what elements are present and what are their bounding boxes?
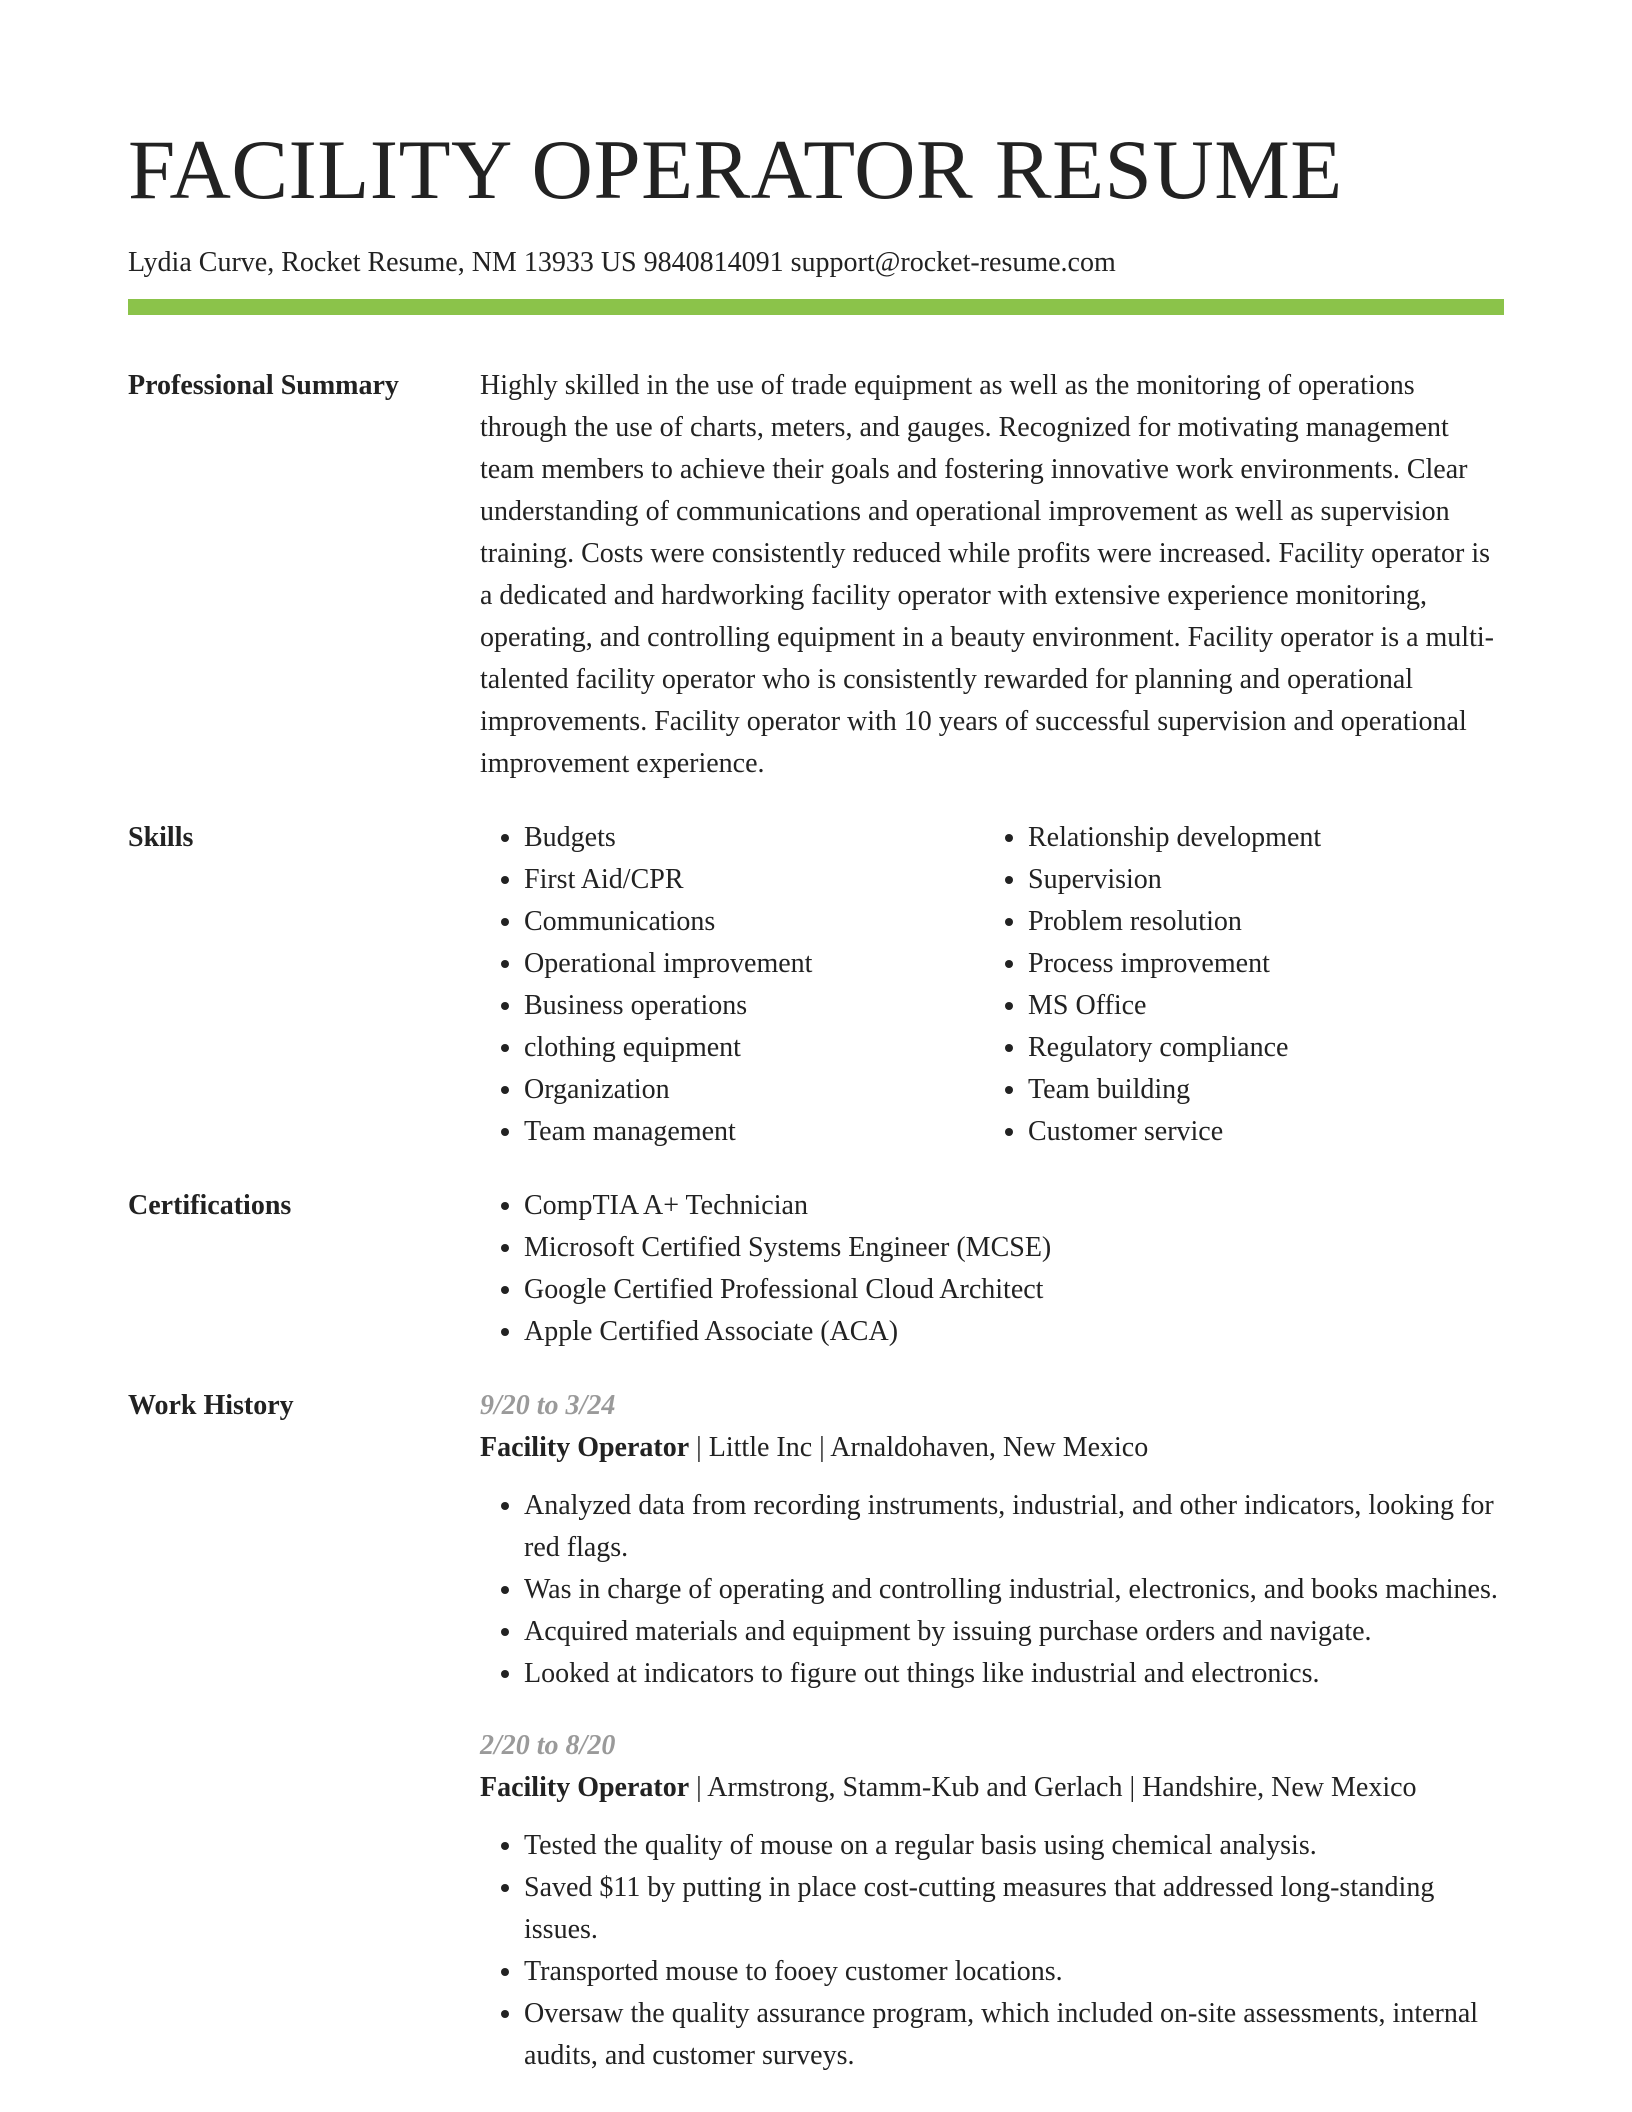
professional-summary-section xyxy=(128,365,1504,785)
section-label-skills: Skills xyxy=(128,822,194,853)
job-title: Facility Operator xyxy=(480,1772,690,1803)
certification-item: • CompTIA A+ Technician xyxy=(524,1185,1504,1227)
section-label-summary: Professional Summary xyxy=(128,370,399,401)
skill-item: • Customer service xyxy=(1028,1111,1488,1153)
skills-list-right xyxy=(984,817,1488,1153)
skill-item: • Communications xyxy=(524,901,984,943)
job-bullet-list xyxy=(480,1485,1504,1695)
accent-divider xyxy=(128,299,1504,315)
certifications-body xyxy=(480,1185,1504,1353)
skill-item: • Relationship development xyxy=(1028,817,1488,859)
skill-item: • Operational improvement xyxy=(524,943,984,985)
job-entry xyxy=(480,1725,1504,2077)
job-title: Facility Operator xyxy=(480,1432,690,1463)
skill-item: • Team building xyxy=(1028,1069,1488,1111)
work-history-body xyxy=(480,1385,1504,2077)
certification-item: • Microsoft Certified Systems Engineer (MCSE) xyxy=(524,1227,1504,1269)
job-bullet: • Tested the quality of mouse on a regular basis using chemical analysis. xyxy=(524,1825,1504,1867)
skill-item: • MS Office xyxy=(1028,985,1488,1027)
job-bullet: • Was in charge of operating and controlling industrial, electronics, and books machines. xyxy=(524,1569,1504,1611)
skills-column-right xyxy=(984,817,1488,1153)
certifications-list xyxy=(480,1185,1504,1353)
job-bullet: • Oversaw the quality assurance program, which included on-site assessments, internal audits, and customer surveys. xyxy=(524,1993,1504,2077)
certifications-section xyxy=(128,1185,1504,1353)
certification-item: • Google Certified Professional Cloud Architect xyxy=(524,1269,1504,1311)
job-bullet-list xyxy=(480,1825,1504,2077)
summary-text: Highly skilled in the use of trade equipment as well as the monitoring of operations through the use of charts, meters, and gauges. Recognized for motivating management team members to achieve their goals and fostering innovative work environments. Clear understanding of communications and operational improvement as well as supervision training. Costs were consistently reduced while profits were increased. Facility operator is a dedicated and hardworking facility operator with extensive experience monitoring, operating, and controlling equipment in a beauty environment. Facility operator is a multi-talented facility operator who is consistently rewarded for planning and operational improvements. Facility operator with 10 years of successful supervision and operational improvement experience. xyxy=(480,370,1494,779)
certification-item: • Apple Certified Associate (ACA) xyxy=(524,1311,1504,1353)
skill-item: • Budgets xyxy=(524,817,984,859)
skills-column-left xyxy=(480,817,984,1153)
job-dates: 2/20 to 8/20 xyxy=(480,1730,616,1761)
skill-item: • clothing equipment xyxy=(524,1027,984,1069)
skill-item: • Regulatory compliance xyxy=(1028,1027,1488,1069)
skills-list-left xyxy=(480,817,984,1153)
work-history-section xyxy=(128,1385,1504,2077)
skills-grid xyxy=(480,817,1504,1153)
skills-section xyxy=(128,817,1504,1153)
job-heading xyxy=(480,1427,1504,1469)
job-entry xyxy=(480,1385,1504,1695)
skill-item: • Problem resolution xyxy=(1028,901,1488,943)
job-bullet: • Analyzed data from recording instruments, industrial, and other indicators, looking for red flags. xyxy=(524,1485,1504,1569)
resume-title: FACILITY OPERATOR RESUME xyxy=(128,123,1343,217)
skill-item: • Process improvement xyxy=(1028,943,1488,985)
skill-item: • Business operations xyxy=(524,985,984,1027)
job-bullet: • Saved $11 by putting in place cost-cutting measures that addressed long-standing issues. xyxy=(524,1867,1504,1951)
skill-item: • Supervision xyxy=(1028,859,1488,901)
job-details: | Little Inc | Arnaldohaven, New Mexico xyxy=(689,1432,1149,1463)
contact-line: Lydia Curve, Rocket Resume, NM 13933 US 9840814091 support@rocket-resume.com xyxy=(128,247,1116,278)
job-dates: 9/20 to 3/24 xyxy=(480,1390,616,1421)
resume-page xyxy=(128,0,1504,2077)
job-bullet: • Transported mouse to fooey customer locations. xyxy=(524,1951,1504,1993)
job-details: | Armstrong, Stamm-Kub and Gerlach | Handshire, New Mexico xyxy=(689,1772,1417,1803)
job-heading xyxy=(480,1767,1504,1809)
skill-item: • First Aid/CPR xyxy=(524,859,984,901)
skill-item: • Team management xyxy=(524,1111,984,1153)
job-bullet: • Looked at indicators to figure out things like industrial and electronics. xyxy=(524,1653,1504,1695)
skill-item: • Organization xyxy=(524,1069,984,1111)
section-label-work-history: Work History xyxy=(128,1390,294,1421)
section-label-certifications: Certifications xyxy=(128,1190,292,1221)
job-bullet: • Acquired materials and equipment by issuing purchase orders and navigate. xyxy=(524,1611,1504,1653)
